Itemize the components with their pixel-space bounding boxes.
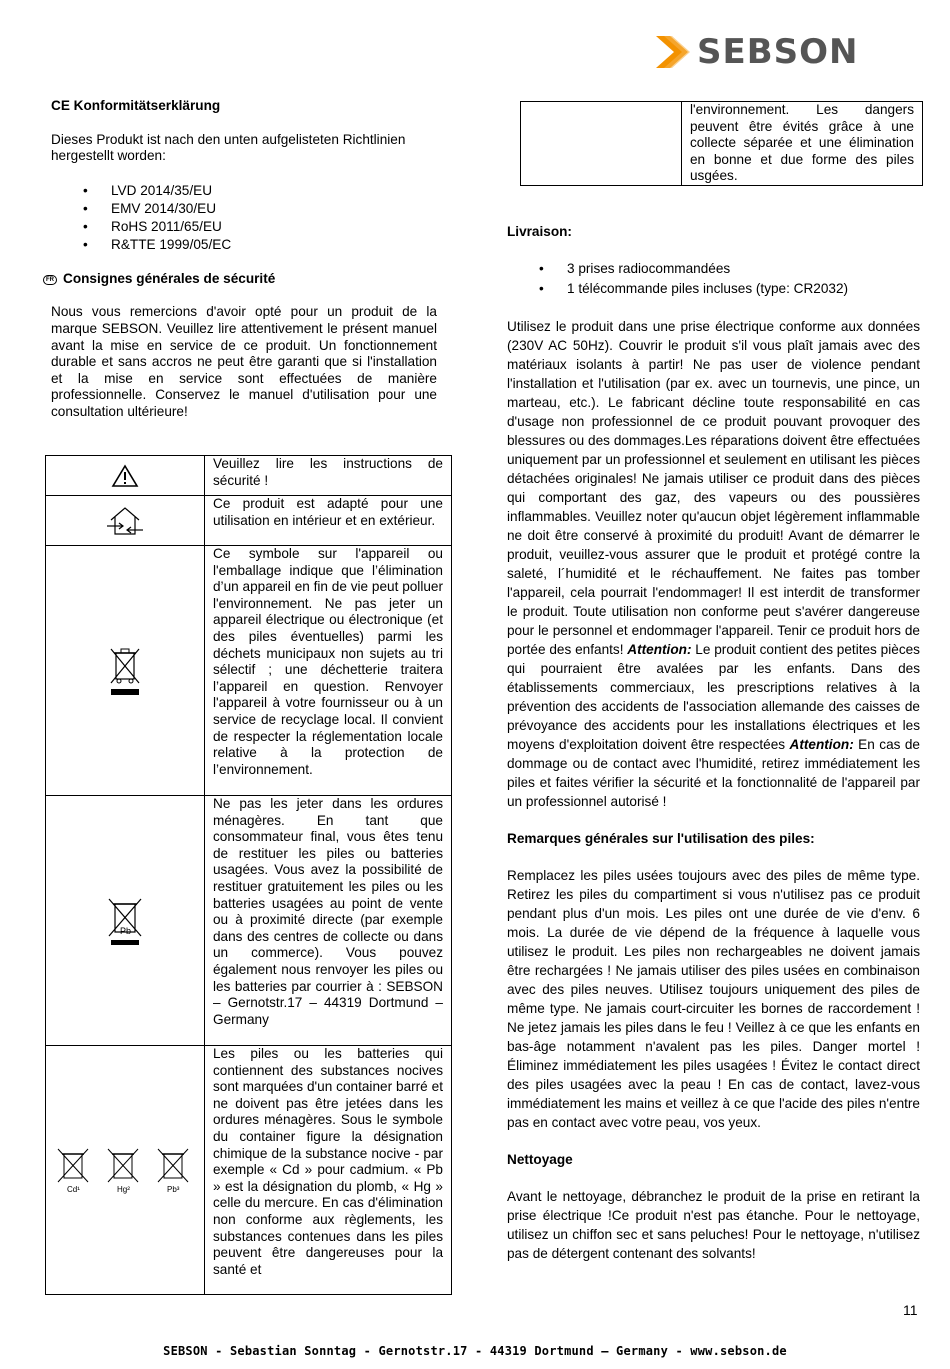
directive-item: • RoHS 2011/65/EU xyxy=(51,218,437,236)
delivery-list xyxy=(507,259,920,299)
symbol-text: l'environnement. Les dangers peuvent être évités grâce à une collecte séparée et une élimination en bonne et due forme des piles usgées. xyxy=(682,102,923,186)
table-row xyxy=(46,1046,452,1295)
battery-text: Remplacez les piles usées toujours avec des piles de même type. Retirez les piles du compartiment si vous n'utilisez pas ce produit pendant plus d'un mois. Les piles ont une durée de vie d'env. 6 mois. La durée de vie dépend de la fréquence à laquelle vous utilisez le produit. Les piles non rechargeables ne doivent jamais être rechargées ! Ne jamais utiliser des piles usées en combinaison avec des piles neuves. Utilisez toujours uniquement des piles de même type. Ne jamais court-circuiter les bornes de raccordement ! Ne jetez jamais les piles dans le feu ! Veillez à ce que les enfants en bas-âge notamment n'avalent pas les piles. Danger mortel ! Éliminez immédiatement les piles usagées ! Évitez le contact direct des piles usagées avec la peau ! En cas de contact, lavez-vous immédiatement les mains et veillez à ce que l'acide des piles n'entre pas en contact avec votre peau, vos yeux. xyxy=(507,868,920,1130)
symbol-cell xyxy=(46,1046,205,1295)
logo-chevron-icon xyxy=(654,32,694,72)
symbol-text: Les piles ou les batteries qui contiennent des substances nocives sont marquées d'un container barré et ne doivent pas être jetées dans les ordures ménagères. Sous le symbole du container figure la désignation chimique de la substance nocive - par exemple « Cd » pour cadmium. « Pb » est la désignation du plomb, « Hg » celle du mercure. En cas d'élimination non conforme aux règlements, les substances contenues dans les piles peuvent être dangereuses pour la santé et xyxy=(205,1046,452,1295)
ce-intro: Dieses Produkt ist nach den unten aufgelisteten Richtlinien hergestellt worden: xyxy=(51,131,406,164)
three-bins-cd-hg-pb-icon xyxy=(52,1146,198,1194)
symbol-cell xyxy=(46,456,205,496)
bin-pb-icon xyxy=(158,1149,188,1194)
bin-label: Pb³ xyxy=(167,1185,180,1194)
delivery-title: Livraison: xyxy=(507,224,572,239)
cleaning-text: Avant le nettoyage, débranchez le produit de la prise en retirant la prise électrique !Ce produit n'est pas étanche. Pour le nettoyage, utilisez un chiffon sec et sans peluches! Pour le nettoyage, n'utilisez pas de détergent contenant des solvants! xyxy=(507,1189,920,1261)
cleaning-title: Nettoyage xyxy=(507,1152,573,1167)
table-row xyxy=(46,546,452,796)
symbol-cell xyxy=(46,546,205,796)
warning-triangle-icon xyxy=(111,464,139,488)
symbol-table-continued xyxy=(520,101,923,186)
crossed-bin-icon xyxy=(107,645,143,697)
directive-list xyxy=(51,182,437,254)
footer: SEBSON - Sebastian Sonntag - Gernotstr.17 - 44319 Dortmund – Germany - www.sebson.de xyxy=(163,1344,787,1358)
symbol-text: Ce symbole sur l'appareil ou l'emballage indique que l’élimination d’un appareil en fin de vie peut polluer l'environnement. Ne pas jeter un appareil électrique ou électronique (et des piles éventuelles) parmi les déchets municipaux non sujets au tri sélectif ; une déchetterie traitera l’appareil en question. Renvoyer l'appareil à votre fournisseur ou à un service de recyclage local. Il convient de respecter la réglementation locale relative à la protection de l’environnement. xyxy=(205,546,452,796)
delivery-item: • 3 prises radiocommandées xyxy=(507,259,920,279)
usage-text-3: En cas de dommage ou de contact avec l'humidité, retirez immédiatement les piles et faites vérifier la sécurité et la fonctionnalité de l'appareil par un professionnel autorisé ! xyxy=(507,737,920,809)
ce-title: CE Konformitätserklärung xyxy=(51,98,221,113)
right-column xyxy=(507,222,920,1263)
bin-cd-icon xyxy=(58,1149,88,1194)
attention-label: Attention: xyxy=(789,737,854,752)
bin-label: Pb xyxy=(120,925,132,936)
directive-item: • R&TTE 1999/05/EC xyxy=(51,236,437,254)
symbol-cell xyxy=(46,496,205,546)
indoor-outdoor-house-icon xyxy=(105,504,145,538)
battery-bin-pb-icon xyxy=(103,896,147,946)
safety-intro: Nous vous remercions d'avoir opté pour un produit de la marque SEBSON. Veuillez lire attentivement le présent manuel avant la mise en service de ce produit. Un fonctionnement durable et sans accros ne peut être garanti que si l'installation et la mise en service sont effectuées de manière professionnelle. Conservez le manuel d'utilisation pour une consultation ultérieure! xyxy=(51,304,437,419)
battery-title: Remarques générales sur l'utilisation des piles: xyxy=(507,831,815,846)
safety-title-text: Consignes générales de sécurité xyxy=(63,270,276,286)
delivery-item: • 1 télécommande piles incluses (type: CR2032) xyxy=(507,279,920,299)
bin-label: Cd¹ xyxy=(67,1185,80,1194)
lang-badge-fr: FR xyxy=(43,275,57,285)
usage-text-2: Le produit contient des petites pièces qui pourraient être avalées par les enfants. Dans des établissements commerciaux, les prescriptions relatives à la prévention des accidents de l'association allemande des caisses de prévoyance des accidents pour les installations électriques et les moyens d'exploitation doivent être respectées xyxy=(507,642,920,752)
table-row xyxy=(46,456,452,496)
logo-wordmark: SEBSON xyxy=(697,32,859,72)
sebson-logo xyxy=(654,32,864,72)
table-row xyxy=(521,102,923,186)
symbol-text: Ce produit est adapté pour une utilisation en intérieur et en extérieur. xyxy=(205,496,452,546)
symbol-cell xyxy=(521,102,682,186)
directive-item: • LVD 2014/35/EU xyxy=(51,182,437,200)
symbol-text: Veuillez lire les instructions de sécurité ! xyxy=(205,456,452,496)
usage-text-1: Utilisez le produit dans une prise électrique conforme aux données (230V AC 50Hz). Couvrir le produit s'il vous plaît jamais avec des matériaux isolants à partir! Ne pas user de violence pendant l'installation et l'utilisation (par ex. avec un tournevis, une pince, un marteau, etc.). Le fabricant décline toute responsabilité en cas d'usage non professionnel de ce produit pouvant provoquer des blessures ou des dommages.Les réparations doivent être effectuées uniquement par un professionnel et seulement en utilisant les pièces détachées originales! Ne jamais utiliser ce produit dans des pièces qui comportant des gaz, des vapeurs ou des poussières inflammables. Veuillez noter qu'aucun objet légèrement inflammable ne doit être conservé à proximité du produit! Avant de démarrer le produit, veuillez-vous assurer que le produit et protégé contre la saleté, l´humidité et le réchauffement. Ne faites pas tomber l'appareil, cela pourrait l'endommager! Il est interdit de transformer le produit. Toute utilisation non conforme peut s'avérer dangereuse pour le personnel et endommager l'appareil. Tenir ce produit hors de portée des enfants! xyxy=(507,319,920,657)
symbol-cell xyxy=(46,796,205,1046)
usage-paragraph xyxy=(507,317,920,811)
bin-label: Hg² xyxy=(117,1185,130,1194)
symbol-table xyxy=(45,455,452,1295)
bin-hg-icon xyxy=(108,1149,138,1194)
safety-title xyxy=(43,271,437,288)
directive-item: • EMV 2014/30/EU xyxy=(51,200,437,218)
attention-label: Attention: xyxy=(627,642,692,657)
table-row xyxy=(46,796,452,1046)
left-column xyxy=(46,98,437,421)
page-number: 11 xyxy=(903,1302,918,1318)
symbol-text: Ne pas les jeter dans les ordures ménagères. En tant que consommateur final, vous êtes tenu de restituer les piles ou batteries usagées. Vous avez la possibilité de restituer gratuitement les piles ou les batteries usagées au point de vente ou à proximité directe (par exemple dans des centres de collecte ou dans un commerce). Vous pouvez également nous renvoyer les piles ou les batteries par courrier à : SEBSON – Gernotstr.17 – 44319 Dortmund – Germany xyxy=(205,796,452,1046)
table-row xyxy=(46,496,452,546)
